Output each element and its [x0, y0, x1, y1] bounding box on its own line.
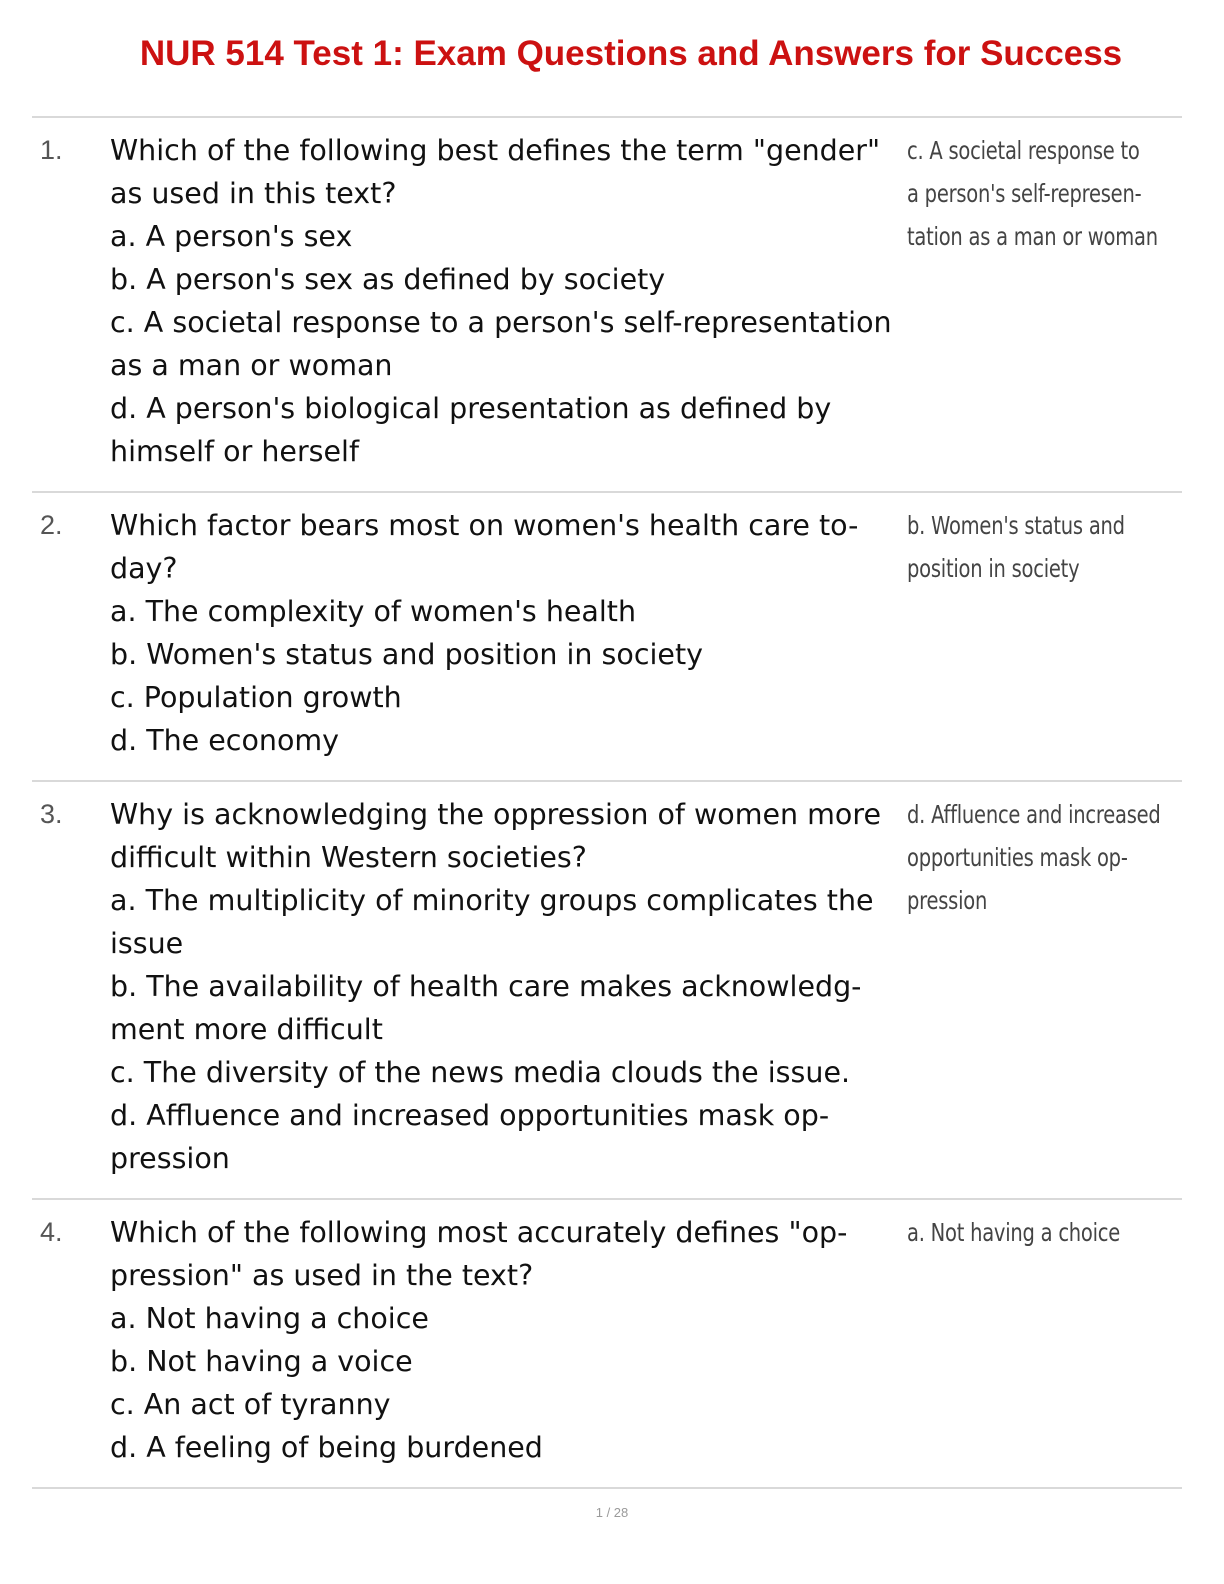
question-line: Which factor bears most on women's health care to-: [110, 509, 859, 542]
answer-line: position in society: [907, 554, 1080, 583]
option-line: c. Population growth: [110, 681, 402, 714]
option-line: a. The multiplicity of minority groups complicates the: [110, 884, 874, 917]
option-line: d. The economy: [110, 724, 340, 757]
option-line: issue: [110, 927, 184, 960]
question-line: Which of the following most accurately defines "op-: [110, 1216, 848, 1249]
answer-line: d. Affluence and increased: [907, 800, 1161, 829]
divider: [32, 1487, 1182, 1489]
option-line: himself or herself: [110, 435, 359, 468]
answer-line: c. A societal response to: [907, 136, 1140, 165]
question-line: pression" as used in the text?: [110, 1259, 534, 1292]
question-line: Which of the following best defines the term "gender": [110, 134, 881, 167]
question-line: Why is acknowledging the oppression of women more: [110, 798, 881, 831]
option-line: a. A person's sex: [110, 220, 353, 253]
option-line: b. The availability of health care makes acknowledg-: [110, 970, 862, 1003]
answer-line: tation as a man or woman: [907, 222, 1158, 251]
option-line: pression: [110, 1142, 230, 1175]
answer-text: [907, 129, 1177, 258]
question-line: difficult within Western societies?: [110, 841, 587, 874]
question-number: 2.: [40, 510, 63, 540]
answer-line: a person's self-represen-: [907, 179, 1142, 208]
question-number: 3.: [40, 799, 63, 829]
divider: [32, 1198, 1182, 1200]
answer-text: [907, 793, 1177, 922]
option-line: c. The diversity of the news media clouds the issue.: [110, 1056, 851, 1089]
answer-line: a. Not having a choice: [907, 1218, 1121, 1247]
question-number: 4.: [40, 1217, 63, 1247]
option-line: d. Affluence and increased opportunities mask op-: [110, 1099, 830, 1132]
question-line: as used in this text?: [110, 177, 397, 210]
document-title: NUR 514 Test 1: Exam Questions and Answers for Success: [139, 34, 1123, 73]
option-line: b. Women's status and position in society: [110, 638, 704, 671]
question-text: [110, 504, 910, 762]
question-number: 1.: [40, 135, 63, 165]
option-line: c. A societal response to a person's self-representation: [110, 306, 892, 339]
answer-line: opportunities mask op-: [907, 843, 1128, 872]
divider: [32, 116, 1182, 118]
option-line: a. Not having a choice: [110, 1302, 429, 1335]
option-line: as a man or woman: [110, 349, 393, 382]
question-line: day?: [110, 552, 178, 585]
option-line: a. The complexity of women's health: [110, 595, 637, 628]
question-text: [110, 793, 910, 1180]
option-line: b. A person's sex as defined by society: [110, 263, 666, 296]
divider: [32, 491, 1182, 493]
option-line: c. An act of tyranny: [110, 1388, 391, 1421]
question-text: [110, 1211, 910, 1469]
answer-text: [907, 504, 1177, 590]
option-line: d. A feeling of being burdened: [110, 1431, 543, 1464]
option-line: ment more difficult: [110, 1013, 383, 1046]
answer-line: b. Women's status and: [907, 511, 1125, 540]
divider: [32, 780, 1182, 782]
option-line: b. Not having a voice: [110, 1345, 413, 1378]
question-text: [110, 129, 910, 473]
answer-line: pression: [907, 886, 988, 915]
page-number: 1 / 28: [595, 1505, 629, 1520]
answer-text: [907, 1211, 1177, 1254]
option-line: d. A person's biological presentation as defined by: [110, 392, 832, 425]
